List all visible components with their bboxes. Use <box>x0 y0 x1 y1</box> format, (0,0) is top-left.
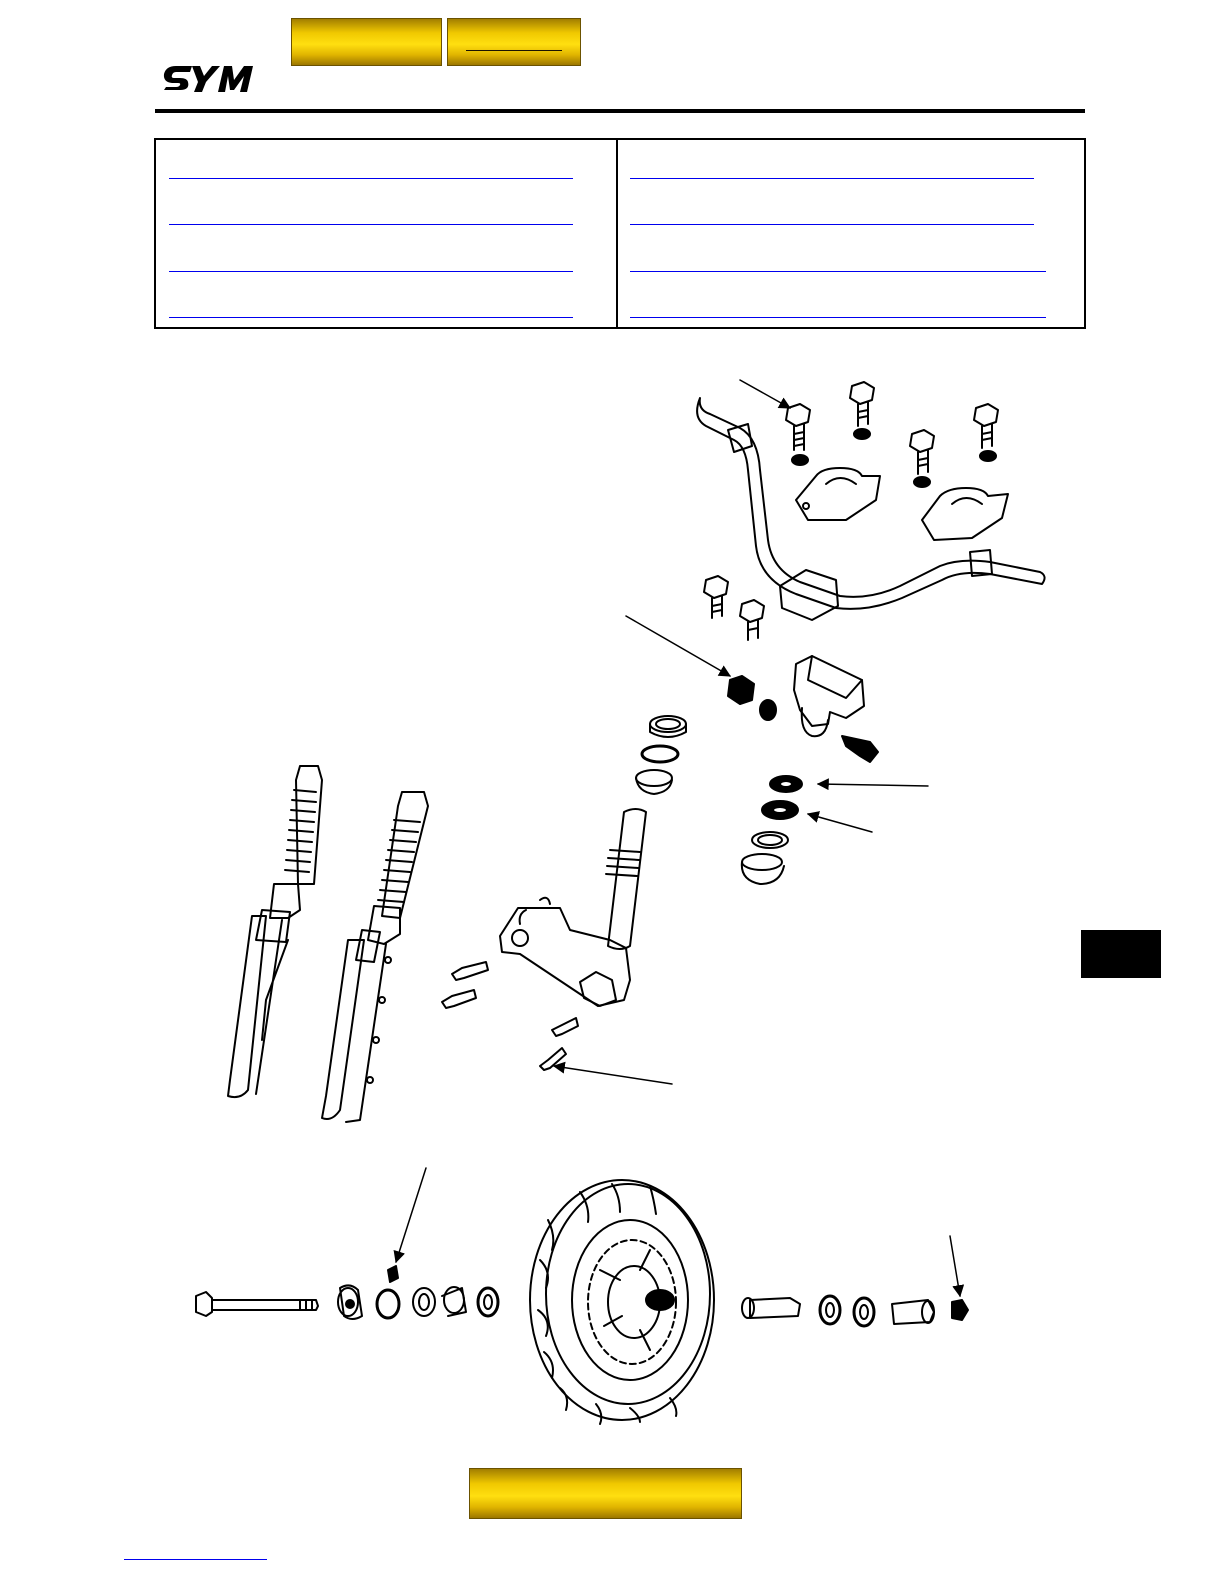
toc-divider <box>616 140 618 327</box>
handlebar-holder-icon <box>796 468 1008 540</box>
collar-icon <box>338 1266 498 1319</box>
bolt-icon <box>704 382 998 640</box>
toc-link-left-4[interactable] <box>169 297 573 318</box>
nav-button-prev[interactable] <box>291 18 442 66</box>
bearing-race-icon <box>636 716 802 884</box>
sym-logo <box>160 60 260 98</box>
toc-link-right-1[interactable] <box>630 158 1034 179</box>
footer-button[interactable] <box>469 1468 742 1519</box>
toc-link-left-1[interactable] <box>169 158 573 179</box>
header-rule <box>155 109 1085 113</box>
toc-link-right-2[interactable] <box>630 204 1034 225</box>
stem-clamp-icon <box>728 570 878 762</box>
nav-button-underline <box>466 50 562 51</box>
front-fork-icon <box>228 766 428 1122</box>
logo-text: SYM <box>160 60 163 61</box>
toc-link-right-4[interactable] <box>630 297 1046 318</box>
footer-link[interactable] <box>124 1540 267 1560</box>
leader-arrows <box>396 380 960 1296</box>
chapter-tab <box>1081 930 1161 978</box>
toc-link-left-2[interactable] <box>169 204 573 225</box>
exploded-parts-diagram <box>0 340 1224 1450</box>
nav-button-index[interactable] <box>447 18 581 66</box>
collar-icon <box>742 1296 968 1326</box>
toc-link-right-3[interactable] <box>630 251 1046 272</box>
toc-table <box>154 138 1086 329</box>
steering-stem-icon <box>500 809 646 1006</box>
front-wheel-icon <box>530 1180 714 1424</box>
toc-link-left-3[interactable] <box>169 251 573 272</box>
axle-icon <box>196 1292 318 1316</box>
